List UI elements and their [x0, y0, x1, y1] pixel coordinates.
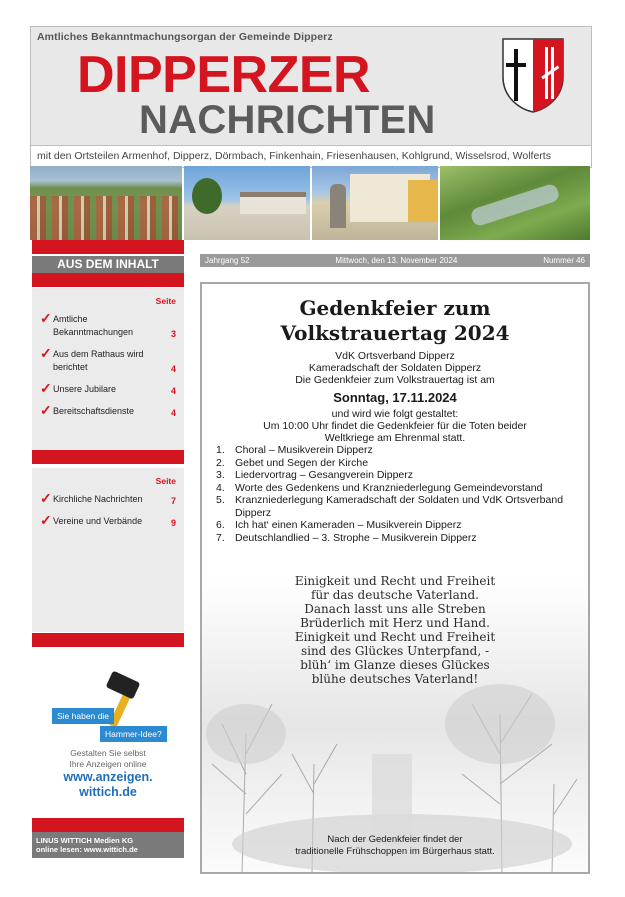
- red-divider: [32, 240, 184, 254]
- photo-stream: [440, 166, 590, 240]
- program-item-number: 4.: [216, 481, 225, 494]
- checkmark-icon: ✓: [40, 380, 52, 396]
- ad-bubble-hammer: Hammer-Idee?: [100, 726, 167, 742]
- toc-box-2: [32, 468, 184, 632]
- publisher-name: LINUS WITTICH Medien KG: [36, 836, 134, 845]
- program-item-number: 2.: [216, 456, 225, 469]
- title-dipperzer: DIPPERZER: [77, 46, 371, 104]
- red-divider: [32, 633, 184, 647]
- photo-fountain: [312, 166, 438, 240]
- toc-item-page: 9: [170, 518, 176, 528]
- program-item: [216, 519, 582, 532]
- publisher-online: online lesen: www.wittich.de: [36, 845, 138, 854]
- program-item-number: 5.: [216, 494, 225, 506]
- toc-item-page: 3: [170, 329, 176, 339]
- toc-item[interactable]: [40, 492, 176, 506]
- ad-bubble-sie-haben: Sie haben die: [52, 708, 114, 724]
- toc-item[interactable]: [40, 382, 176, 396]
- newspaper-page: [30, 26, 592, 874]
- program-item-text: Worte des Gedenkens und Kranzniederlegung Gemeindevorstand: [235, 481, 543, 494]
- verse-line: Einigkeit und Recht und Freiheit: [294, 630, 496, 644]
- toc-item[interactable]: [40, 404, 176, 418]
- checkmark-icon: ✓: [40, 345, 52, 361]
- verse-line: Einigkeit und Recht und Freiheit: [294, 574, 496, 588]
- verse-line: blühe deutsches Vaterland!: [311, 672, 479, 686]
- toc-item-label: Kirchliche Nachrichten: [53, 494, 143, 504]
- ad-hammer-idee[interactable]: [32, 664, 184, 816]
- red-divider: [32, 818, 184, 832]
- article-title-line: Volkstrauertag 2024: [280, 321, 510, 345]
- toc-item[interactable]: [40, 514, 176, 528]
- title-nachrichten: NACHRICHTEN: [139, 98, 436, 142]
- article-follow: [202, 408, 588, 444]
- issue-jahrgang: Jahrgang 52: [205, 256, 250, 265]
- ad-url-link[interactable]: [32, 770, 184, 800]
- toc-item-label: Amtliche Bekanntmachungen: [53, 314, 134, 337]
- toc-item-page: 4: [170, 364, 176, 374]
- toc-box-1: [32, 288, 184, 450]
- verse-line: Brüderlich mit Herz und Hand.: [300, 616, 490, 630]
- ad-url-line: www.anzeigen.: [63, 770, 153, 784]
- checkmark-icon: ✓: [40, 402, 52, 418]
- toc-item[interactable]: [40, 312, 176, 339]
- toc-item-label: Bereitschaftsdienste: [53, 406, 135, 416]
- program-item-number: 7.: [216, 531, 225, 544]
- follow-line: und wird wie folgt gestaltet:: [331, 408, 459, 420]
- photo-square: [184, 166, 310, 240]
- article-intro: [202, 350, 588, 386]
- program-item: [216, 482, 582, 495]
- ortsteile-line: mit den Ortsteilen Armenhof, Dipperz, Dörmbach, Finkenhain, Friesenhausen, Kohlgrund, Wisselsrod, Wolferts: [31, 145, 591, 167]
- toc-item-label: Vereine und Verbände: [53, 516, 143, 526]
- article-box: [200, 282, 590, 874]
- ad-url-line: wittich.de: [79, 785, 137, 799]
- publisher-footer: [32, 832, 184, 858]
- issue-date: Mittwoch, den 13. November 2024: [335, 256, 458, 265]
- program-item-text: Kranzniederlegung Kameradschaft der Soldaten und VdK Ortsverband Dipperz: [235, 494, 564, 519]
- verse-line: für das deutsche Vaterland.: [311, 588, 479, 602]
- program-item-number: 6.: [216, 519, 225, 531]
- program-item-number: 1.: [216, 444, 225, 456]
- ad-text-line: Ihre Anzeigen online: [69, 759, 147, 769]
- verse-line: Danach lasst uns alle Streben: [304, 602, 486, 616]
- program-item-text: Choral – Musikverein Dipperz: [235, 444, 373, 456]
- follow-line: Um 10:00 Uhr findet die Gedenkfeier für die Toten beider: [263, 420, 527, 432]
- organ-line: Amtliches Bekanntmachungsorgan der Gemeinde Dipperz: [37, 31, 333, 43]
- closing-line: Nach der Gedenkfeier findet der: [327, 834, 463, 845]
- program-item: [216, 532, 582, 545]
- intro-line: Kameradschaft der Soldaten Dipperz: [308, 362, 482, 374]
- program-item: [216, 457, 582, 470]
- article-title-line: Gedenkfeier zum: [299, 296, 491, 320]
- program-item-text: Liedervortrag – Gesangverein Dipperz: [235, 469, 414, 481]
- article-title: [202, 296, 588, 346]
- checkmark-icon: ✓: [40, 490, 52, 506]
- verse-line: blüh‘ im Glanze dieses Glückes: [300, 658, 490, 672]
- red-divider: [32, 450, 184, 464]
- program-item: [216, 494, 582, 519]
- closing-note: [202, 834, 588, 858]
- toc-item-page: 7: [170, 496, 176, 506]
- closing-line: traditionelle Frühschoppen im Bürgerhaus statt.: [295, 846, 495, 857]
- seite-label: Seite: [155, 296, 176, 306]
- toc-item-label: Aus dem Rathaus wird berichtet: [53, 349, 144, 372]
- intro-line: Die Gedenkfeier zum Volkstrauertag ist am: [295, 374, 495, 386]
- issue-number: Nummer 46: [543, 256, 585, 265]
- toc-item[interactable]: [40, 347, 176, 374]
- program-item-text: Ich hat‘ einen Kameraden – Musikverein Dipperz: [235, 519, 462, 531]
- issue-info-bar: [200, 254, 590, 267]
- photo-strip: [30, 166, 592, 240]
- checkmark-icon: ✓: [40, 310, 52, 326]
- follow-line: Weltkriege am Ehrenmal statt.: [324, 432, 466, 444]
- verse-line: sind des Glückes Unterpfand, -: [300, 644, 490, 658]
- event-date: Sonntag, 17.11.2024: [333, 390, 457, 405]
- masthead: [30, 26, 592, 168]
- ad-text-line: Gestalten Sie selbst: [70, 748, 146, 758]
- red-divider: [32, 273, 184, 287]
- program-item-text: Gebet und Segen der Kirche: [235, 456, 369, 469]
- toc-item-page: 4: [170, 386, 176, 396]
- program-item-text: Deutschlandlied – 3. Strophe – Musikverein Dipperz: [235, 531, 477, 544]
- toc-item-page: 4: [170, 408, 176, 418]
- ad-text: [32, 748, 184, 770]
- anthem-verse: [202, 574, 588, 686]
- toc-item-label: Unsere Jubilare: [53, 384, 117, 394]
- photo-village-aerial: [30, 166, 182, 240]
- program-list: [216, 444, 582, 544]
- coat-of-arms-icon: [501, 37, 565, 113]
- program-item: [216, 469, 582, 482]
- intro-line: VdK Ortsverband Dipperz: [335, 350, 455, 362]
- toc-heading: AUS DEM INHALT: [32, 256, 184, 273]
- checkmark-icon: ✓: [40, 512, 52, 528]
- seite-label: Seite: [155, 476, 176, 486]
- program-item-number: 3.: [216, 469, 225, 481]
- program-item: [216, 444, 582, 457]
